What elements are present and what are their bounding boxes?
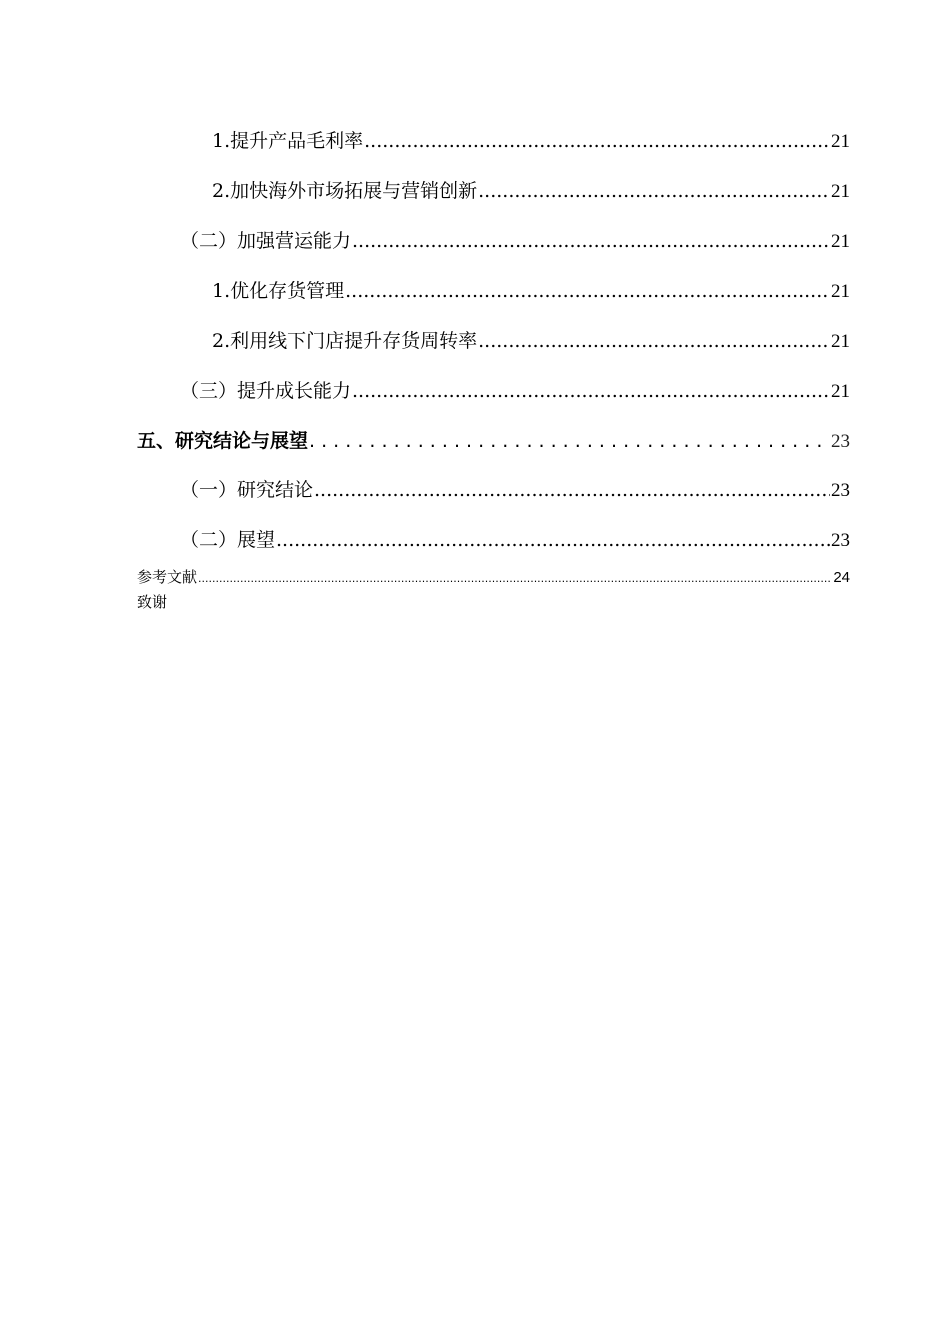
toc-entry-page: 23 [831,530,850,551]
toc-entry-label: 参考文献 [137,568,198,586]
toc-entry[interactable] [212,329,850,354]
toc-leader-dots [345,279,830,303]
toc-entry[interactable] [212,179,850,204]
toc-leader-dots [198,567,832,589]
toc-entry-page: 23 [831,431,850,452]
toc-entry-page: 21 [831,381,850,402]
toc-leader-dots [364,129,830,153]
toc-leader-dots [478,179,830,203]
toc-entry-label: （三）提升成长能力 [180,380,352,402]
toc-entry[interactable] [180,379,850,404]
toc-entry-page: 21 [831,331,850,352]
toc-entry-page: 24 [833,569,850,586]
toc-entry-label: （一）研究结论 [180,479,314,501]
toc-entry-label: （二）展望 [180,529,276,551]
toc-entry-page: 23 [831,480,850,501]
toc-entry-page: 21 [831,281,850,302]
toc-entry-page: 21 [831,181,850,202]
toc-entry[interactable] [180,478,850,503]
toc-entry-label: 2.利用线下门店提升存货周转率 [212,330,478,352]
toc-entry-acknowledgements[interactable] [137,592,850,612]
toc-leader-dots [352,229,830,253]
toc-entry-label: 2.加快海外市场拓展与营销创新 [212,180,478,202]
toc-entry[interactable] [212,129,850,154]
toc-entry-label: 致谢 [137,593,168,611]
toc-leader-dots [314,478,830,502]
toc-entry-label: 1.优化存货管理 [212,280,345,302]
toc-entry-label: （二）加强营运能力 [180,230,352,252]
toc-entry-page: 21 [831,131,850,152]
toc-entry-references[interactable] [137,567,850,589]
toc-entry-label: 五、研究结论与展望 [137,430,309,452]
toc-entry-page: 21 [831,231,850,252]
toc-leader-dots [352,379,830,403]
toc-leader-dots [478,329,830,353]
toc-entry-label: 1.提升产品毛利率 [212,130,364,152]
toc-entry[interactable] [180,229,850,254]
toc-leader-dots [276,528,830,552]
toc-chapter-entry[interactable] [137,429,850,454]
toc-entry[interactable] [212,279,850,304]
toc-entry[interactable] [180,528,850,553]
toc-leader-dots [309,429,830,453]
